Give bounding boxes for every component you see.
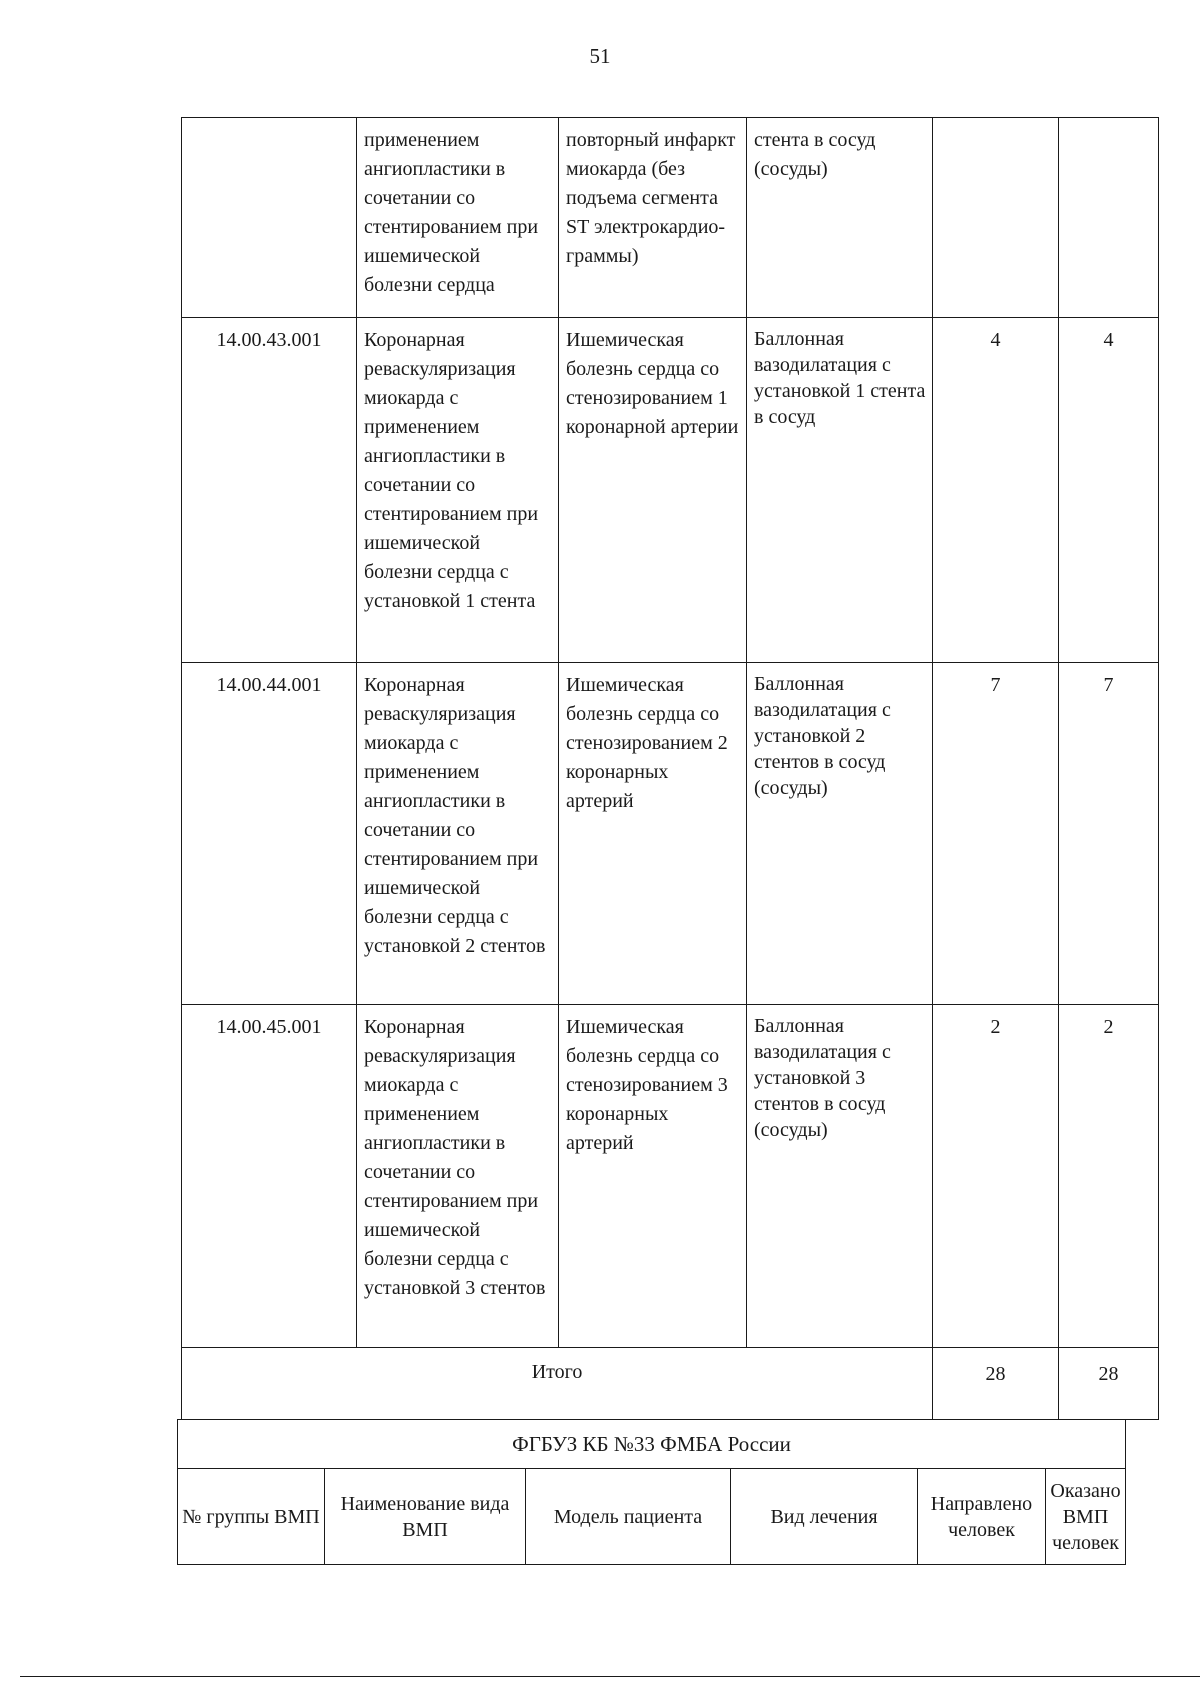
patient-model-cell: Ишемическая болезнь сердца со стенозированием 3 коронарных артерий — [559, 1005, 747, 1348]
vmp-table — [181, 117, 1159, 1420]
column-header-provided: Оказано ВМП человек — [1046, 1469, 1126, 1565]
group-number-cell: 14.00.44.001 — [182, 663, 357, 1005]
treatment-cell: Баллонная вазодилатация с установкой 1 стента в сосуд — [747, 318, 933, 663]
page-number: 51 — [589, 44, 611, 68]
column-header-group-number: № группы ВМП — [178, 1469, 325, 1565]
treatment-cell: Баллонная вазодилатация с установкой 3 стентов в сосуд (сосуды) — [747, 1005, 933, 1348]
provided-cell: 4 — [1059, 318, 1159, 663]
group-number-cell: 14.00.43.001 — [182, 318, 357, 663]
org-name-row — [178, 1420, 1126, 1469]
total-label: Итого — [182, 1348, 933, 1420]
column-header-vmp-name: Наименование вида ВМП — [325, 1469, 526, 1565]
total-row — [182, 1348, 1159, 1420]
table-row — [182, 118, 1159, 318]
vmp-name-cell: Коронарная реваскуляризация миокарда с применением ангиопластики в сочетании со стентированием при ишемической болезни сердца с установкой 1 стента — [357, 318, 559, 663]
column-header-treatment: Вид лечения — [731, 1469, 918, 1565]
provided-cell: 2 — [1059, 1005, 1159, 1348]
patient-model-cell: Ишемическая болезнь сердца со стенозированием 2 коронарных артерий — [559, 663, 747, 1005]
vmp-name-cell: Коронарная реваскуляризация миокарда с применением ангиопластики в сочетании со стентированием при ишемической болезни сердца с установкой 2 стентов — [357, 663, 559, 1005]
table-row — [182, 663, 1159, 1005]
vmp-name-cell: применением ангиопластики в сочетании со стентированием при ишемической болезни сердца — [357, 118, 559, 318]
treatment-cell: стента в сосуд (сосуды) — [747, 118, 933, 318]
patient-model-cell: повторный инфаркт миокарда (без подъема сегмента ST электрокардио-граммы) — [559, 118, 747, 318]
referred-cell — [933, 118, 1059, 318]
table-row — [182, 1005, 1159, 1348]
total-referred: 28 — [933, 1348, 1059, 1420]
referred-cell: 4 — [933, 318, 1059, 663]
vmp-name-cell: Коронарная реваскуляризация миокарда с применением ангиопластики в сочетании со стентированием при ишемической болезни сердца с установкой 3 стентов — [357, 1005, 559, 1348]
org-section-table — [177, 1419, 1126, 1565]
patient-model-cell: Ишемическая болезнь сердца со стенозированием 1 коронарной артерии — [559, 318, 747, 663]
table-row — [182, 318, 1159, 663]
provided-cell — [1059, 118, 1159, 318]
group-number-cell — [182, 118, 357, 318]
column-header-referred: Направлено человек — [918, 1469, 1046, 1565]
bottom-divider — [20, 1676, 1200, 1677]
column-header-patient-model: Модель пациента — [526, 1469, 731, 1565]
referred-cell: 7 — [933, 663, 1059, 1005]
referred-cell: 2 — [933, 1005, 1059, 1348]
organization-name: ФГБУЗ КБ №33 ФМБА России — [178, 1420, 1126, 1469]
header-row — [178, 1469, 1126, 1565]
provided-cell: 7 — [1059, 663, 1159, 1005]
treatment-cell: Баллонная вазодилатация с установкой 2 стентов в сосуд (сосуды) — [747, 663, 933, 1005]
group-number-cell: 14.00.45.001 — [182, 1005, 357, 1348]
total-provided: 28 — [1059, 1348, 1159, 1420]
